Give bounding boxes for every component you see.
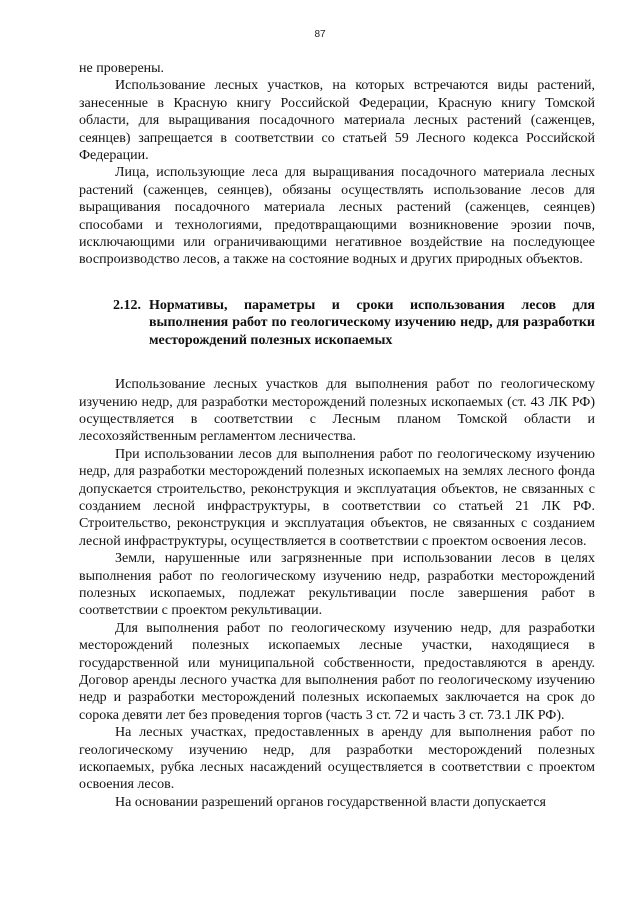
page-number: 87 [314,29,326,40]
paragraph-permits: На основании разрешений органов государственной власти допускается [115,794,546,810]
section-heading [79,297,595,349]
paragraph-felling: На лесных участках, предоставленных в аренду для выполнения работ по геологическому изучению недр, для разработки месторождений полезных ископаемых, рубка лесных насаждений осуществляется в соответствии с проектом освоения лесов. [79,725,595,793]
paragraph-lease: Для выполнения работ по геологическому изучению недр, для разработки месторождений полезных ископаемых лесные участки, находящиеся в государственной или муниципальной собственности, предоставляются в аренду. Договор аренды лесного участка для выполнения работ по геологическому изучению недр и разработки месторождений полезных ископаемых заключается на срок до сорока девяти лет без проведения торгов (часть 3 ст. 72 и часть 3 ст. 73.1 ЛК РФ). [79,620,595,723]
paragraph-construction: При использовании лесов для выполнения работ по геологическому изучению недр, для разработки месторождений полезных ископаемых на землях лесного фонда допускается строительство, реконструкция и эксплуатация объектов, не связанных с созданием лесной инфраструктуры, в соответствии со статьей 21 ЛК РФ. Строительство, реконструкция и эксплуатация объектов, не связанных с созданием лесной инфраструктуры, осуществляется в соответствии с проектом освоения лесов. [79,446,595,549]
section-number: 2.12. [113,297,141,313]
paragraph-recultivation: Земли, нарушенные или загрязненные при использовании лесов в целях выполнения работ по геологическому изучению недр, разработки месторождений полезных ископаемых, подлежат рекультивации после завершения работ в соответствии с проектом рекультивации. [79,551,595,619]
paragraph-continuation: не проверены. [79,61,165,76]
paragraph-geology-usage: Использование лесных участков для выполнения работ по геологическому изучению недр, для разработки месторождений полезных ископаемых (ст. 43 ЛК РФ) осуществляется в соответствии с Лесным планом Томской области и лесохозяйственным регламентом лесничества. [79,377,595,445]
document-body [79,60,595,811]
paragraph-seedling-obligations: Лица, использующие леса для выращивания посадочного материала лесных растений (саженцев, сеянцев), обязаны осуществлять использование лесов для выращивания посадочного материала лесных растений (саженцев, сеянцев) способами и технологиями, предотвращающими возникновение эрозии почв, исключающими или ограничивающими негативное воздействие на последующее воспроизводство лесов, а также на состояние водных и других природных объектов. [79,165,595,268]
paragraph-red-book: Использование лесных участков, на которых встречаются виды растений, занесенные в Красную книгу Российской Федерации, Красную книгу Томской области, для выращивания посадочного материала лесных растений (саженцев, сеянцев) запрещается в соответствии со статьей 59 Лесного кодекса Российской Федерации. [79,78,595,164]
section-title: Нормативы, параметры и сроки использования лесов для выполнения работ по геологическому изучению недр, для разработки месторождений полезных ископаемых [149,297,595,348]
